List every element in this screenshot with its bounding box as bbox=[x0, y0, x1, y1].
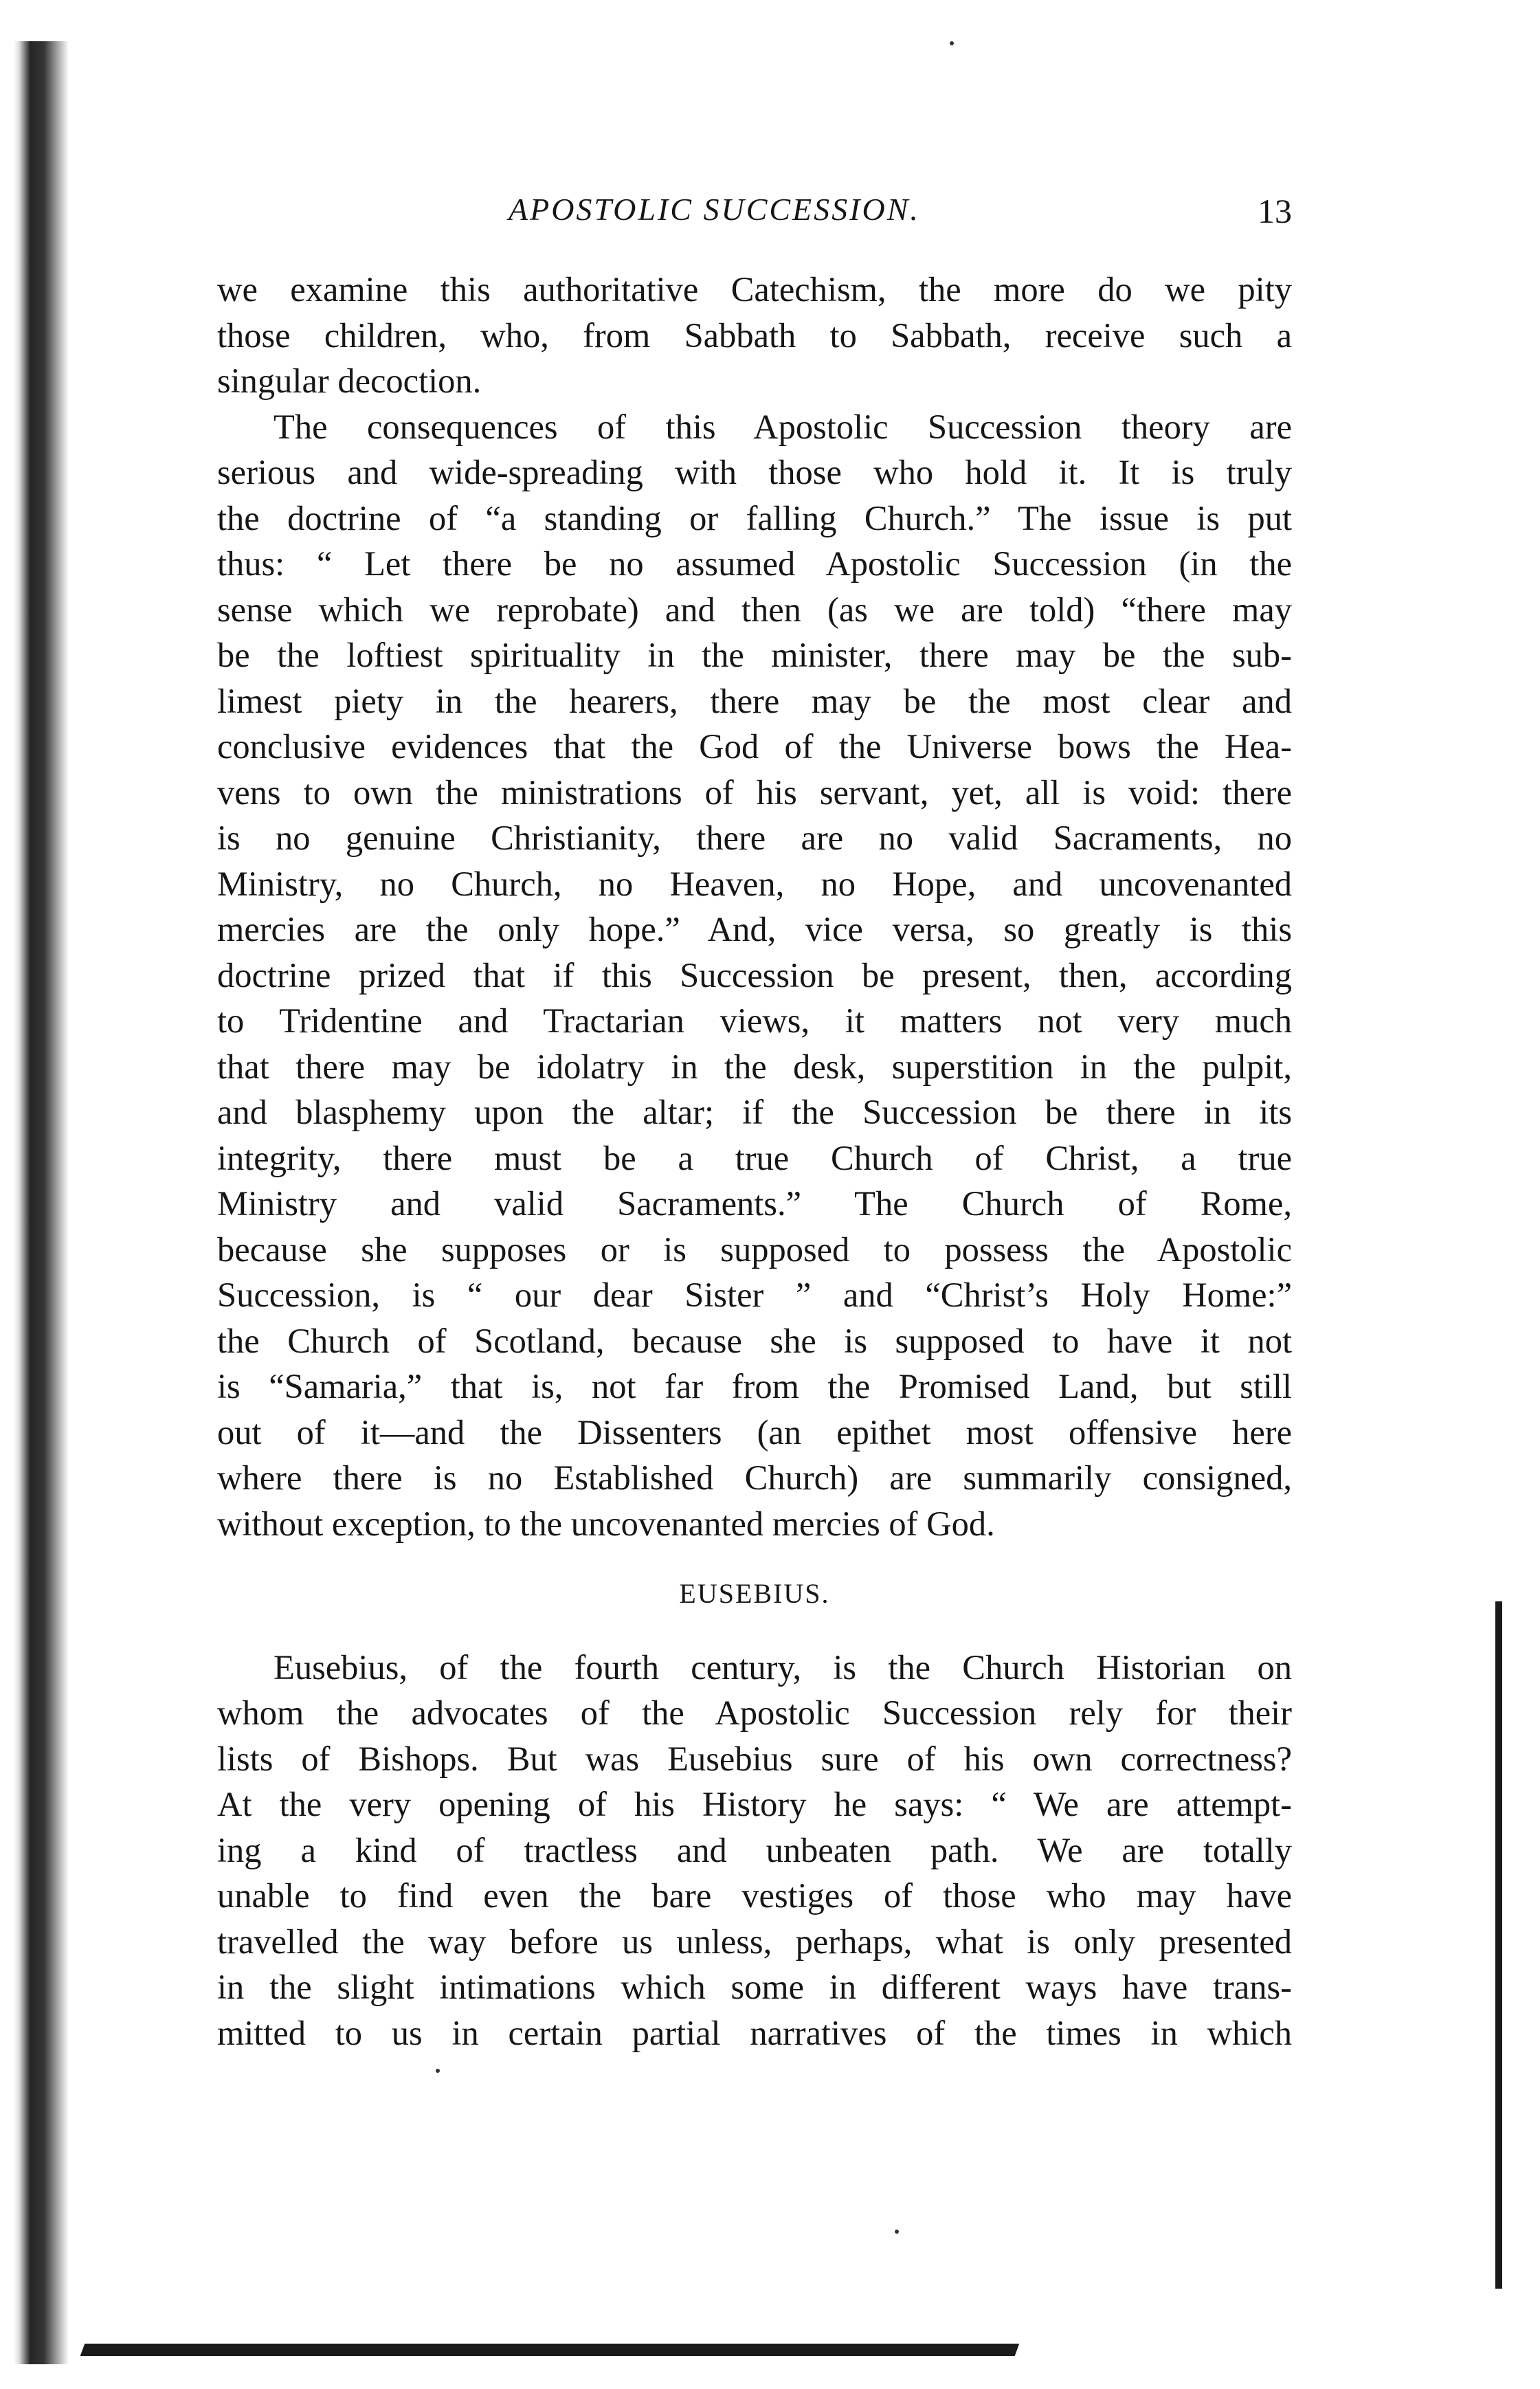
text-line: and blasphemy upon the altar; if the Succession be there in its bbox=[217, 1093, 1292, 1131]
scan-speck bbox=[895, 2230, 899, 2234]
binding-shadow bbox=[14, 41, 69, 2364]
text-line: without exception, to the uncovenanted mercies of God. bbox=[217, 1504, 995, 1543]
text-line: singular decoction. bbox=[217, 362, 482, 400]
text-line: unable to find even the bare vestiges of those who may have bbox=[217, 1876, 1292, 1915]
text-line: doctrine prized that if this Succession be present, then, according bbox=[217, 955, 1292, 995]
bottom-edge-mark bbox=[80, 2344, 1020, 2356]
page-number: 13 bbox=[1258, 192, 1292, 230]
text-line: travelled the way before us unless, perhaps, what is only presented bbox=[217, 1922, 1292, 1961]
scan-speck bbox=[436, 2069, 440, 2073]
text-line: serious and wide-spreading with those who hold it. It is truly bbox=[217, 453, 1292, 491]
text-line: is “Samaria,” that is, not far from the Promised Land, but still bbox=[217, 1367, 1292, 1405]
text-line: Eusebius, of the fourth century, is the Church Historian on bbox=[274, 1647, 1292, 1687]
body-text bbox=[217, 267, 1292, 2056]
text-line: be the loftiest spirituality in the minister, there may be the sub- bbox=[217, 636, 1292, 674]
text-line: conclusive evidences that the God of the Universe bows the Hea- bbox=[217, 727, 1292, 766]
text-line: thus: “ Let there be no assumed Apostolic Succession (in the bbox=[217, 544, 1292, 583]
scan-speck bbox=[950, 41, 954, 45]
paragraph-continued bbox=[217, 267, 1292, 404]
text-line: integrity, there must be a true Church of Christ, a true bbox=[217, 1138, 1292, 1177]
text-line: in the slight intimations which some in different ways have trans- bbox=[217, 1968, 1292, 2006]
text-line: Ministry, no Church, no Heaven, no Hope, and uncovenanted bbox=[217, 864, 1292, 903]
paragraph-consequences bbox=[217, 404, 1292, 1547]
running-head-title: APOSTOLIC SUCCESSION. bbox=[509, 192, 920, 227]
text-line: to Tridentine and Tractarian views, it matters not very much bbox=[217, 1001, 1292, 1040]
text-line: sense which we reprobate) and then (as we are told) “there may bbox=[217, 590, 1292, 629]
text-line: vens to own the ministrations of his servant, yet, all is void: there bbox=[217, 773, 1292, 812]
text-line: Succession, is “ our dear Sister ” and “Christ’s Holy Home:” bbox=[217, 1276, 1292, 1314]
text-line: lists of Bishops. But was Eusebius sure of his own correctness? bbox=[217, 1739, 1292, 1778]
text-line: ing a kind of tractless and unbeaten path. We are totally bbox=[217, 1830, 1292, 1869]
text-line: because she supposes or is supposed to possess the Apostolic bbox=[217, 1230, 1292, 1269]
text-line: At the very opening of his History he says: “ We are attempt- bbox=[217, 1785, 1292, 1823]
text-line: Ministry and valid Sacraments.” The Church of Rome, bbox=[217, 1184, 1292, 1223]
text-line: we examine this authoritative Catechism, the more do we pity bbox=[217, 270, 1292, 309]
running-head bbox=[220, 191, 1292, 246]
text-line: whom the advocates of the Apostolic Succession rely for their bbox=[217, 1693, 1292, 1732]
text-line: limest piety in the hearers, there may be the most clear and bbox=[217, 681, 1292, 720]
text-line: mitted to us in certain partial narratives of the times in which bbox=[217, 2013, 1292, 2052]
text-line: the doctrine of “a standing or falling Church.” The issue is put bbox=[217, 498, 1292, 537]
text-line: where there is no Established Church) are summarily consigned, bbox=[217, 1458, 1292, 1497]
text-line: those children, who, from Sabbath to Sabbath, receive such a bbox=[217, 315, 1292, 355]
text-line: the Church of Scotland, because she is supposed to have it not bbox=[217, 1321, 1292, 1360]
text-line: The consequences of this Apostolic Succession theory are bbox=[274, 407, 1292, 446]
page-edge-mark bbox=[1495, 1601, 1502, 2289]
section-heading: EUSEBIUS. bbox=[679, 1578, 830, 1609]
text-line: mercies are the only hope.” And, vice versa, so greatly is this bbox=[217, 910, 1292, 948]
text-line: is no genuine Christianity, there are no valid Sacraments, no bbox=[217, 819, 1292, 857]
text-line: out of it—and the Dissenters (an epithet most offensive here bbox=[217, 1412, 1292, 1452]
text-line: that there may be idolatry in the desk, superstition in the pulpit, bbox=[217, 1047, 1292, 1086]
paragraph-eusebius bbox=[217, 1645, 1292, 2056]
